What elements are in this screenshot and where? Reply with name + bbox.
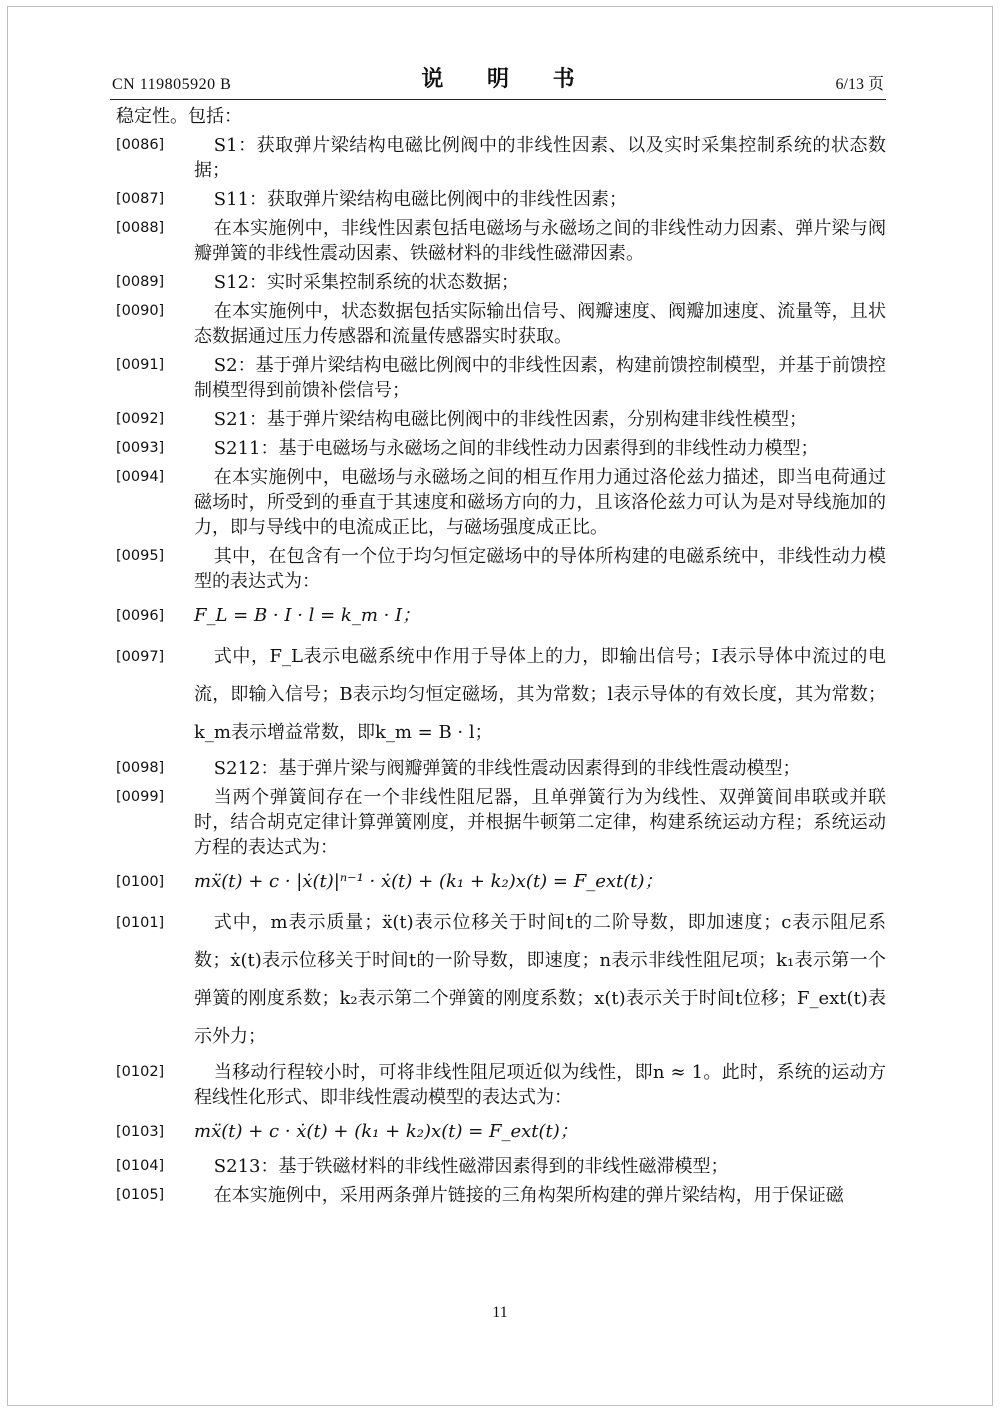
paragraph-text: S213：基于铁磁材料的非线性磁滞因素得到的非线性磁滞模型； [213,1156,729,1177]
paragraph [110,544,886,594]
continued-text: 稳定性。包括： [116,106,242,127]
paragraph-number: [0105] [116,1187,165,1203]
paragraph-number: [0091] [116,357,165,373]
patent-number: CN 119805920 B [112,76,232,93]
paragraph-text: 当移动行程较小时，可将非线性阻尼项近似为线性，即n ≈ 1。此时，系统的运动方程线性化形式、即非线性震动模型的表达式为： [194,1062,886,1108]
document-title: 说 明 书 [421,67,593,92]
paragraph [110,1060,886,1110]
paragraph-text: 在本实施例中，非线性因素包括电磁场与永磁场之间的非线性动力因素、弹片梁与阀瓣弹簧的非线性震动因素、铁磁材料的非线性磁滞因素。 [194,218,886,264]
paragraph [110,785,886,860]
paragraph [110,1114,886,1150]
paragraph-number: [0093] [116,440,165,456]
paragraph-text: S212：基于弹片梁与阀瓣弹簧的非线性震动因素得到的非线性震动模型； [213,758,801,779]
paragraph [110,187,886,212]
paragraph [110,1154,886,1179]
paragraph-number: [0089] [116,274,165,290]
paragraph [110,299,886,349]
paragraph [110,756,886,781]
paragraph-number: [0098] [116,760,165,776]
formula: mẍ(t) + c · |ẋ(t)|ⁿ⁻¹ · ẋ(t) + (k₁ + k₂)x(t) = F_ext(t)； [194,871,663,892]
document-page [7,6,993,1406]
paragraph-text: 在本实施例中，采用两条弹片链接的三角构架所构建的弹片梁结构，用于保证磁 [213,1185,844,1206]
paragraph-number: [0095] [116,548,165,564]
paragraph-number: [0090] [116,303,165,319]
paragraph-number: [0103] [116,1124,165,1140]
paragraph-text: S2：基于弹片梁结构电磁比例阀中的非线性因素，构建前馈控制模型，并基于前馈控制模型得到前馈补偿信号； [194,355,886,401]
paragraph-number: [0092] [116,411,165,427]
paragraph [110,598,886,634]
paragraph-text: S1：获取弹片梁结构电磁比例阀中的非线性因素、以及实时采集控制系统的状态数据； [194,135,886,181]
formula: F_L = B · I · l = k_m · I； [194,605,421,626]
paragraph-number: [0099] [116,789,165,805]
paragraph-text: 当两个弹簧间存在一个非线性阻尼器，且单弹簧行为为线性、双弹簧间串联或并联时，结合胡克定律计算弹簧刚度，并根据牛顿第二定律，构建系统运动方程；系统运动方程的表达式为： [194,787,886,858]
paragraph-number: [0101] [116,915,165,931]
page-number: 11 [492,1304,508,1321]
paragraph [110,216,886,266]
paragraph-text: S12：实时采集控制系统的状态数据； [213,272,520,293]
paragraph-text: 在本实施例中，电磁场与永磁场之间的相互作用力通过洛伦兹力描述，即当电荷通过磁场时，所受到的垂直于其速度和磁场方向的力，且该洛伦兹力可认为是对导线施加的力，即与导线中的电流成正比，与磁场强度成正比。 [194,467,886,538]
paragraph-text: 式中，m表示质量；ẍ(t)表示位移关于时间t的二阶导数，即加速度；c表示阻尼系数；ẋ(t)表示位移关于时间t的一阶导数，即速度；n表示非线性阻尼项；k₁表示第一个弹簧的刚度系数；k₂表示第二个弹簧的刚度系数；x(t)表示关于时间t位移；F_ext(t)表示外力； [194,912,886,1047]
paragraph [110,133,886,183]
paragraph-number: [0100] [116,874,165,890]
paragraph-text: 式中，F_L表示电磁系统中作用于导体上的力，即输出信号；I表示导体中流过的电流，即输入信号；B表示均匀恒定磁场，其为常数；l表示导体的有效长度，其为常数；k_m表示增益常数，即k_m = B · l； [194,646,886,743]
paragraph-number: [0087] [116,191,165,207]
paragraph [110,353,886,403]
document-body [110,104,886,1212]
paragraph-number: [0104] [116,1158,165,1174]
paragraph-number: [0088] [116,220,165,236]
paragraph [110,904,886,1056]
page-header [110,65,886,100]
paragraph [110,638,886,752]
paragraph-number: [0096] [116,608,165,624]
paragraph [110,465,886,540]
paragraph-text: 在本实施例中，状态数据包括实际输出信号、阀瓣速度、阀瓣加速度、流量等，且状态数据通过压力传感器和流量传感器实时获取。 [194,301,886,347]
paragraph-text: S11：获取弹片梁结构电磁比例阀中的非线性因素； [213,189,628,210]
paragraph [110,436,886,461]
paragraph-number: [0094] [116,469,165,485]
paragraph [110,407,886,432]
paragraph-number: [0086] [116,137,165,153]
paragraph-text: 其中，在包含有一个位于均匀恒定磁场中的导体所构建的电磁系统中，非线性动力模型的表达式为： [194,546,886,592]
formula: mẍ(t) + c · ẋ(t) + (k₁ + k₂)x(t) = F_ext(t)； [194,1121,578,1142]
page-count: 6/13 页 [835,76,884,93]
paragraph-number: [0102] [116,1064,165,1080]
paragraph-text: S211：基于电磁场与永磁场之间的非线性动力因素得到的非线性动力模型； [213,438,819,459]
paragraph-number: [0097] [116,649,165,665]
paragraph [110,1183,886,1208]
paragraph-text: S21：基于弹片梁结构电磁比例阀中的非线性因素，分别构建非线性模型； [213,409,808,430]
paragraph [110,864,886,900]
paragraph [110,270,886,295]
